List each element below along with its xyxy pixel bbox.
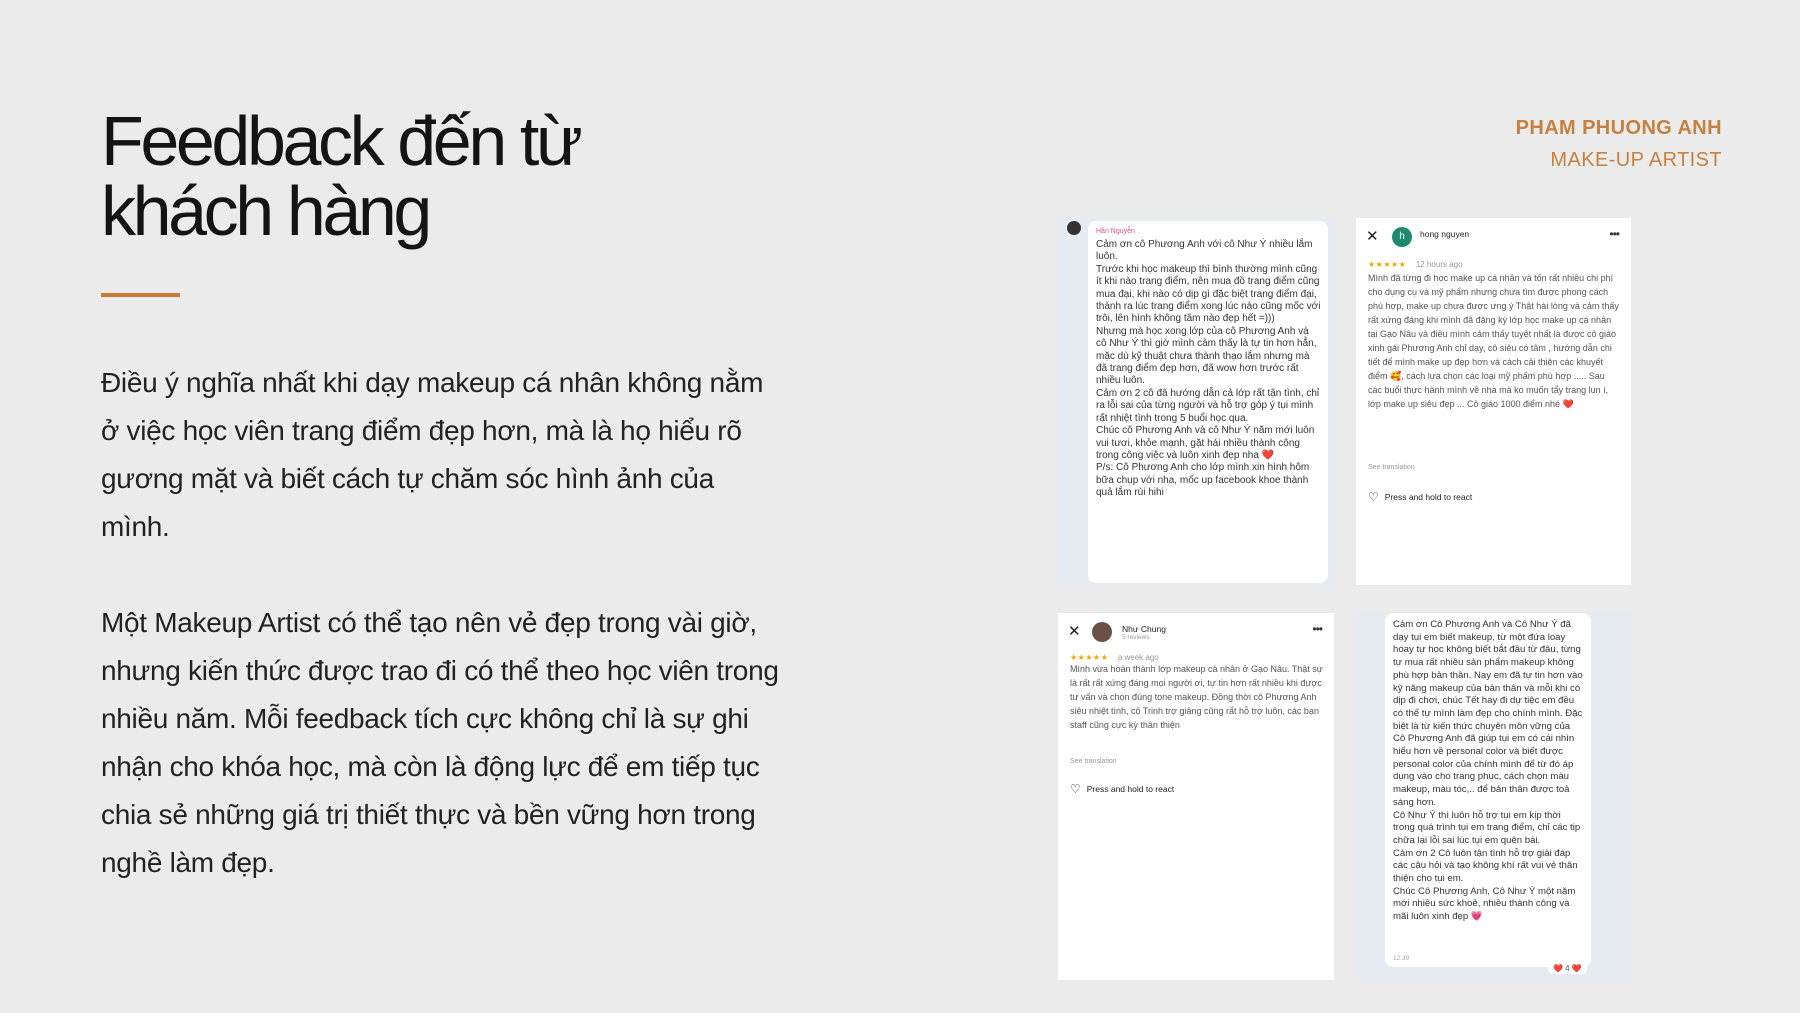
review-time: a week ago <box>1117 653 1159 662</box>
react-prompt <box>1368 490 1472 504</box>
avatar <box>1067 221 1081 235</box>
close-icon: ✕ <box>1068 623 1081 640</box>
avatar <box>1092 622 1112 642</box>
brand-name: PHAM PHUONG ANH <box>1515 117 1722 139</box>
message-time: 12:39 <box>1393 955 1410 962</box>
page-title <box>101 102 661 250</box>
message-text: Cảm ơn Cô Phương Anh và Cô Như Ý đã dạy tụi em biết makeup, từ một đứa loay hoay tự học không biết bắt đầu từ đâu, từng tự mua rất nhiều sản phẩm makeup không phù hợp bản thân. Nay em đã tự tin hơn vào kỹ năng makeup của bản thân và mỗi khi có dịp đi chơi, chúc Tết hay đi dự tiệc em đều có thể tự mình làm đẹp cho chính mình. Đặc biệt là từ kiến thức chuyên môn vững của Cô Phương Anh đã giúp tụi em có cái nhìn hiểu hơn về personal color và biết được personal color của chính mình để từ đó áp dụng vào cho trang phục, cách chọn màu makeup, màu tóc,.. để bản thân được toả sáng hơn. Cô Như Ý thì luôn hỗ trợ tụi em kịp thời trong quá trình tụi em trang điểm, chỉ các tip chữa lại lỗi sai lúc tụi em quên bài. Cảm ơn 2 Cô luôn tận tình hỗ trợ giải đáp các câu hỏi và tạo không khí rất vui vẻ thân thiện cho tụi em. Chúc Cô Phương Anh, Cô Như Ý một năm mới nhiều sức khoẻ, nhiều thành công và mãi luôn xinh đẹp 💗 <box>1393 619 1583 923</box>
message-bubble <box>1385 613 1591 967</box>
feedback-card-review-2 <box>1058 613 1334 980</box>
accent-divider <box>101 293 180 297</box>
review-text: Mình đã từng đi học make up cá nhân và tốn rất nhiều chi phí cho dụng cụ và mỹ phẩm nhưng chưa tìm được phong cách phù hợp, make up chưa được ưng ý Thật hài lòng và cảm thấy rất xứng đáng khi mình đã đăng ký lớp học make up cá nhân tại Gạo Nâu và điều mình cảm thấy tuyệt nhất là được cô giáo xinh gái Phương Anh chỉ dạy, cô siêu có tâm , hướng dẫn chi tiết để mình make up đẹp hơn và cách cải thiện các khuyết điểm 🥰, cách lựa chọn các loại mỹ phẩm phù hợp ..... Sau các buổi thực hành mình về nhà mà ko muốn tẩy trang lun í, lớp make up siêu đẹp ... Cô giáo 1000 điểm nhé ❤️ <box>1368 273 1619 409</box>
react-label: Press and hold to react <box>1086 784 1175 794</box>
see-translation-link: See translation <box>1368 464 1415 471</box>
star-rating: ★★★★★ <box>1070 653 1109 662</box>
feedback-card-chat-2 <box>1356 613 1631 980</box>
brand-role: MAKE-UP ARTIST <box>1550 149 1722 171</box>
heart-icon: ♡ <box>1070 782 1081 796</box>
review-time: 12 hours ago <box>1415 260 1463 269</box>
body-paragraph: Một Makeup Artist có thể tạo nên vẻ đẹp trong vài giờ, nhưng kiến thức được trao đi có thể theo học viên trong nhiều năm. Mỗi feedback tích cực không chỉ là sự ghi nhận cho khóa học, mà còn là động lực để em tiếp tục chia sẻ những giá trị thiết thực và bền vững hơn trong nghề làm đẹp. <box>101 607 779 878</box>
message-text: Cảm ơn cô Phương Anh với cô Như Ý nhiều lắm luôn. Trước khi học makeup thì bình thường mình cũng ít khi nào trang điểm, nên mua đồ trang điểm cũng mua đại, khi nào có dịp gì đặc biệt trang điểm đại, thành ra lúc trang điểm xong lúc nào cũng mốc với trôi, lên hình không tâm nào đẹp hết =))) Nhưng mà học xong lớp của cô Phương Anh và cô Như Ý thì giờ mình cảm thấy là tự tin hơn hẳn, mặc dù kỹ thuật chưa thành thạo lắm nhưng mà đã trang điểm đẹp hơn, đã wow hơn trước rất nhiều luôn. Cảm ơn 2 cô đã hướng dẫn cả lớp rất tận tình, chỉ ra lỗi sai của từng người và hỗ trợ góp ý tụi mình rất nhiệt tình trong 5 buổi học qua. Chúc cô Phương Anh và cô Như Ý năm mới luôn vui tươi, khỏe mạnh, gặt hái nhiều thành công trong công việc và luôn xinh đẹp nha ❤️ P/s: Cô Phương Anh cho lớp mình xin hình hôm bữa chụp với nha, mốc up facebook khoe thành quả lắm rùi hihi <box>1096 239 1321 499</box>
sender-name: Hân Nguyễn <box>1096 228 1135 235</box>
react-label: Press and hold to react <box>1384 492 1473 502</box>
message-bubble <box>1088 221 1328 583</box>
reviewer-name: hong nguyen <box>1420 229 1470 239</box>
more-options-icon: ••• <box>1609 227 1619 241</box>
brand-block <box>1516 114 1722 175</box>
review-header <box>1068 622 1324 644</box>
page-title-line-2: khách hàng <box>101 172 429 250</box>
close-icon: ✕ <box>1366 228 1379 245</box>
reviewer-name: Như Chung <box>1122 624 1166 634</box>
reviewer-review-count: 5 reviews <box>1122 634 1150 641</box>
feedback-card-review-1 <box>1356 218 1631 585</box>
more-options-icon: ••• <box>1312 622 1322 636</box>
page-title-line-1: Feedback đến từ <box>101 102 580 180</box>
review-header <box>1366 227 1621 249</box>
star-rating: ★★★★★ <box>1368 260 1407 269</box>
react-prompt <box>1070 782 1174 796</box>
rating-row <box>1368 254 1463 272</box>
review-text: Mình vừa hoàn thành lớp makeup cá nhân ở Gạo Nâu. Thật sự là rất rất xứng đáng mọi người ơi, tự tin hơn rất nhiều khi được tư vấn và chọn đúng tone makeup. Đồng thời cô Phương Anh siêu nhiệt tình, cô Trinh trợ giảng cũng rất hỗ trợ luôn, các bạn staff cũng cực kỳ thân thiện <box>1070 664 1323 730</box>
see-translation-link: See translation <box>1070 758 1117 765</box>
avatar: h <box>1392 227 1412 247</box>
feedback-card-chat-1 <box>1058 218 1334 585</box>
message-reactions: ❤️ 4 ❤️ <box>1548 963 1587 974</box>
intro-paragraph: Điều ý nghĩa nhất khi dạy makeup cá nhân không nằm ở việc học viên trang điểm đẹp hơn, mà là họ hiểu rõ gương mặt và biết cách tự chăm sóc hình ảnh của mình. <box>101 367 764 542</box>
heart-icon: ♡ <box>1368 490 1379 504</box>
